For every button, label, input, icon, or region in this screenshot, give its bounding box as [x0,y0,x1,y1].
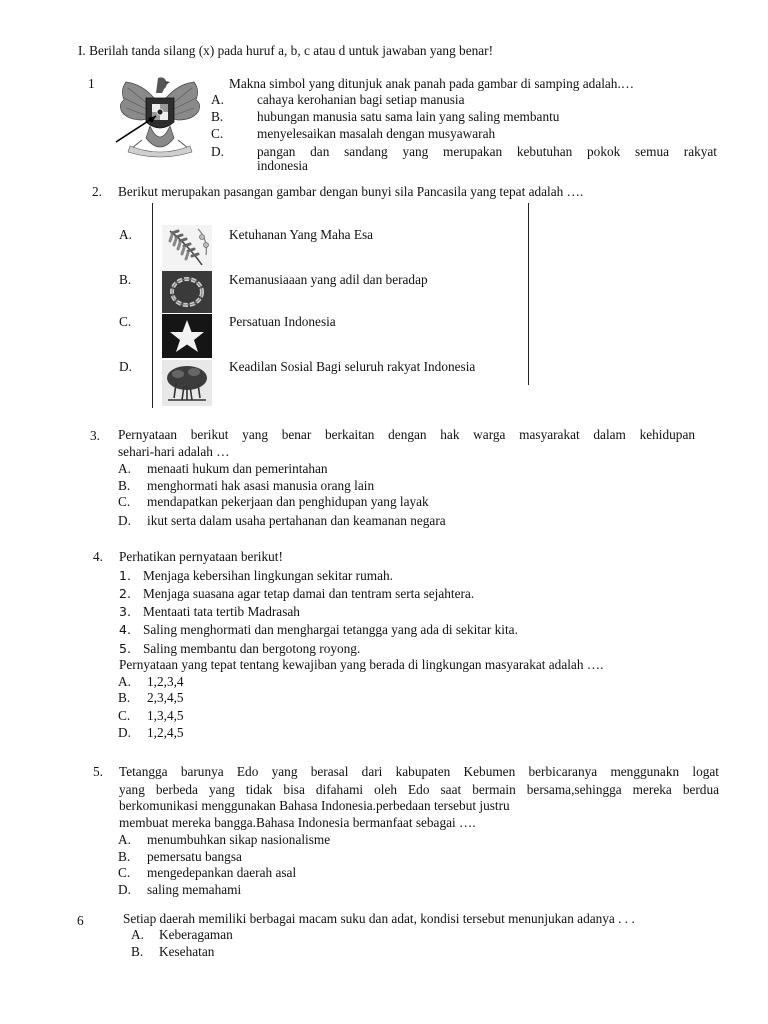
q4-option-a-letter[interactable]: A. [118,674,131,689]
q4-statement-text: Saling membantu dan bergotong royong. [143,641,361,656]
q4-statement-number: 1. [119,568,131,583]
garuda-icon [112,76,208,158]
q5-option-c-text: mengedepankan daerah asal [147,865,297,880]
q2-option-b-letter[interactable]: B. [119,272,132,287]
table-right-border [528,203,529,385]
q5-option-a-text: menumbuhkan sikap nasionalisme [147,832,331,847]
q2-question: Berikut merupakan pasangan gambar dengan bunyi sila Pancasila yang tepat adalah …. [118,184,584,199]
q4-option-c-text: 1,3,4,5 [147,708,184,723]
q2-option-c-image [162,314,212,358]
q4-statement-text: Menjaga kebersihan lingkungan sekitar rumah. [143,568,393,583]
q4-statement-text: Saling menghormati dan menghargai tetangga yang ada di sekitar kita. [143,622,518,637]
q4-statement-number: 4. [119,622,131,637]
q4-statement-number: 2. [119,586,131,601]
q5-option-c-letter[interactable]: C. [118,865,131,880]
q2-option-d-letter[interactable]: D. [119,359,132,374]
q4-question: Pernyataan yang tepat tentang kewajiban yang berada di lingkungan masyarakat adalah …. [119,657,604,672]
q5-option-d-text: saling memahami [147,882,242,897]
q6-number: 6 [77,913,84,928]
q6-option-a-letter[interactable]: A. [131,927,144,942]
q3-number: 3. [90,428,100,443]
q1-option-d-letter[interactable]: D. [211,144,224,159]
banyan-tree-icon [162,360,212,406]
q1-option-c-text: menyelesaikan masalah dengan musyawarah [257,126,496,141]
q3-option-b-letter[interactable]: B. [118,478,131,493]
q2-option-b-text: Kemanusiaaan yang adil dan beradap [229,272,428,287]
table-left-border [152,203,153,408]
q4-option-c-letter[interactable]: C. [118,708,131,723]
q4-option-b-text: 2,3,4,5 [147,690,184,705]
q3-option-b-text: menghormati hak asasi manusia orang lain [147,478,375,493]
q5-option-a-letter[interactable]: A. [118,832,131,847]
q6-question: Setiap daerah memiliki berbagai macam suku dan adat, kondisi tersebut menunjukan adanya . . . [123,911,635,926]
q5-question-line1: Tetangga barunya Edo yang berasal dari kabupaten Kebumen berbicaranya menggunakn logat [119,764,719,779]
q4-statement-number: 3. [119,604,131,619]
q6-option-a-text: Keberagaman [159,927,233,942]
q3-option-c-letter[interactable]: C. [118,494,131,509]
q2-option-b-image [162,271,212,313]
q3-option-d-letter[interactable]: D. [118,513,131,528]
q1-option-b-letter[interactable]: B. [211,109,224,124]
q3-question-line2: sehari-hari adalah … [118,444,230,459]
q5-option-b-letter[interactable]: B. [118,849,131,864]
q5-option-d-letter[interactable]: D. [118,882,131,897]
q1-option-b-text: hubungan manusia satu sama lain yang saling membantu [257,109,560,124]
q5-question-line4: membuat mereka bangga.Bahasa Indonesia bermanfaat sebagai …. [119,815,476,830]
q1-number: 1 [88,76,95,91]
q2-option-a-letter[interactable]: A. [119,227,132,242]
q3-option-a-letter[interactable]: A. [118,461,131,476]
q1-option-c-letter[interactable]: C. [211,126,224,141]
q2-option-c-letter[interactable]: C. [119,314,132,329]
q6-option-b-letter[interactable]: B. [131,944,144,959]
q1-option-a-letter[interactable]: A. [211,92,224,107]
q5-option-b-text: pemersatu bangsa [147,849,242,864]
q5-question-line2: yang berbeda yang tidak bisa difahami oleh Edo saat bermain bersama,sehingga mereka berdua [119,782,719,797]
padi-kapas-icon [162,225,212,271]
q4-option-a-text: 1,2,3,4 [147,674,184,689]
chain-icon [162,271,212,313]
q3-option-c-text: mendapatkan pekerjaan dan penghidupan yang layak [147,494,429,509]
q4-statement-text: Mentaati tata tertib Madrasah [143,604,300,619]
q2-option-d-text: Keadilan Sosial Bagi seluruh rakyat Indonesia [229,359,476,374]
star-icon [162,314,212,358]
q3-question-line1: Pernyataan berikut yang benar berkaitan dengan hak warga masyarakat dalam kehidupan [118,427,695,442]
q4-option-d-letter[interactable]: D. [118,725,131,740]
q2-option-a-image [162,225,212,271]
q4-option-d-text: 1,2,4,5 [147,725,184,740]
garuda-pancasila-image [112,76,208,158]
q5-question-line3: berkomunikasi menggunakan Bahasa Indonesia.perbedaan tersebut justru [119,798,510,813]
q1-option-d-text-line2: indonesia [257,158,308,173]
q4-statement-number: 5. [119,641,131,656]
instruction-heading: I. Berilah tanda silang (x) pada huruf a, b, c atau d untuk jawaban yang benar! [78,43,494,58]
q2-option-c-text: Persatuan Indonesia [229,314,336,329]
q1-option-a-text: cahaya kerohanian bagi setiap manusia [257,92,465,107]
q3-option-d-text: ikut serta dalam usaha pertahanan dan keamanan negara [147,513,446,528]
q4-number: 4. [93,549,103,564]
q2-number: 2. [92,184,102,199]
q1-question: Makna simbol yang ditunjuk anak panah pada gambar di samping adalah.… [229,76,635,91]
q3-option-a-text: menaati hukum dan pemerintahan [147,461,328,476]
q1-option-d-text-line1: pangan dan sandang yang merupakan kebutuhan pokok semua rakyat [257,144,717,159]
q4-statement-text: Menjaga suasana agar tetap damai dan tentram serta sejahtera. [143,586,475,601]
q4-option-b-letter[interactable]: B. [118,690,131,705]
q6-option-b-text: Kesehatan [159,944,215,959]
q5-number: 5. [93,764,103,779]
q2-option-d-image [162,360,212,406]
q2-option-a-text: Ketuhanan Yang Maha Esa [229,227,374,242]
q4-intro: Perhatikan pernyataan berikut! [119,549,283,564]
